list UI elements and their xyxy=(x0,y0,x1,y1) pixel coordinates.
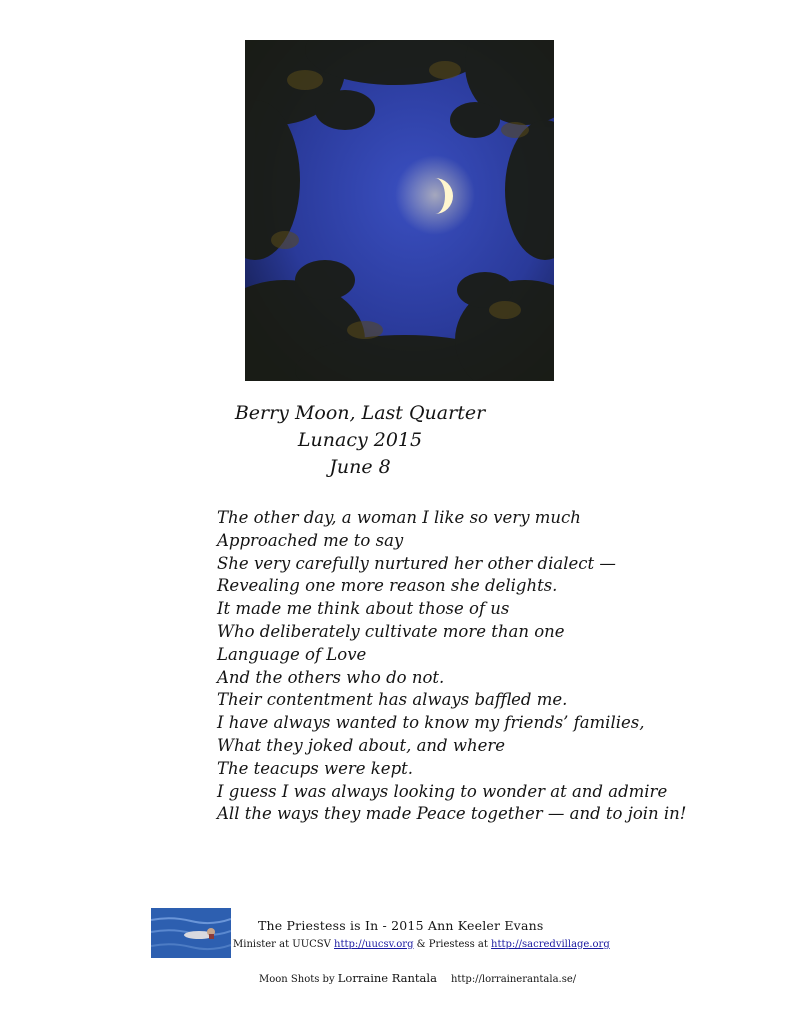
poem-line: And the others who do not. xyxy=(217,667,445,687)
poem-line: I guess I was always looking to wonder at and admire xyxy=(217,781,668,801)
footer-title: The Priestess is In - 2015 Ann Keeler Evans xyxy=(258,918,544,933)
swimmer-photo xyxy=(151,908,231,958)
poem xyxy=(217,507,687,826)
photo-credit xyxy=(259,971,576,985)
poem-line: She very carefully nurtured her other dialect — xyxy=(217,553,616,573)
poem-line: What they joked about, and where xyxy=(217,735,506,755)
poem-line: Their contentment has always baffled me. xyxy=(217,690,568,710)
swimmer-photo-graphic xyxy=(151,908,231,958)
credit-name: Lorraine Rantala xyxy=(337,971,437,985)
moon-photo-graphic xyxy=(245,40,554,381)
title-line-2: Lunacy 2015 xyxy=(297,429,423,451)
poem-line: Approached me to say xyxy=(217,530,404,550)
footer-subtitle xyxy=(233,939,610,950)
poem-line: I have always wanted to know my friends’ families, xyxy=(217,713,645,733)
poem-line: Who deliberately cultivate more than one xyxy=(217,621,565,641)
uucsv-link[interactable]: http://uucsv.org xyxy=(334,939,414,950)
title-line-3: June 8 xyxy=(329,456,391,478)
title-line-1: Berry Moon, Last Quarter xyxy=(234,402,486,424)
poem-line: It made me think about those of us xyxy=(217,599,510,619)
sacredvillage-link[interactable]: http://sacredvillage.org xyxy=(491,939,610,950)
moon-photo xyxy=(245,40,554,381)
poem-line: Language of Love xyxy=(217,644,367,664)
poem-line: The other day, a woman I like so very much xyxy=(217,508,581,527)
footer-sub-prefix: Minister at UUCSV xyxy=(233,939,335,950)
poem-line: All the ways they made Peace together — and to join in! xyxy=(217,804,687,824)
poem-line: The teacups were kept. xyxy=(217,758,414,778)
poem-line: Revealing one more reason she delights. xyxy=(217,576,558,596)
footer-sub-middle: & Priestess at xyxy=(413,939,492,950)
title-block xyxy=(200,400,520,481)
credit-prefix: Moon Shots by xyxy=(259,974,338,985)
credit-url: http://lorrainerantala.se/ xyxy=(450,974,577,985)
